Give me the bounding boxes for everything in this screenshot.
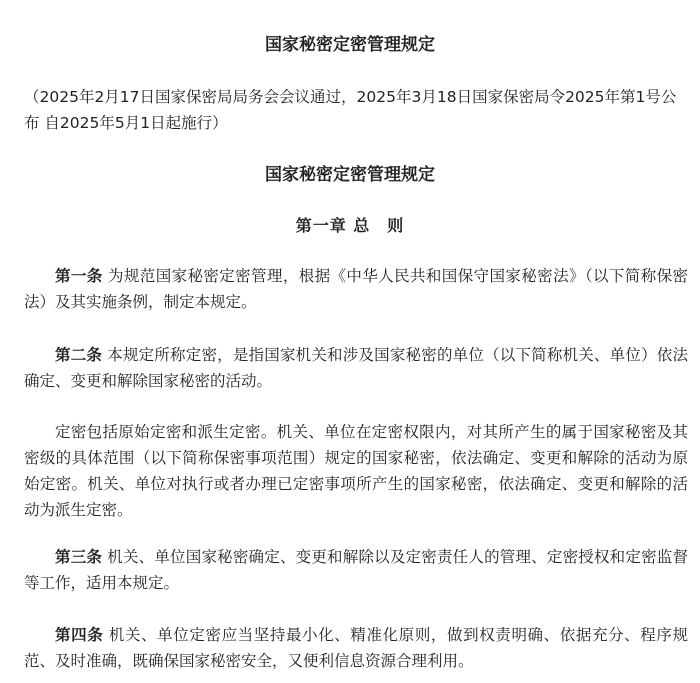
article-text: 本规定所称定密，是指国家机关和涉及国家秘密的单位（以下简称机关、单位）依法确定、变更和解除国家秘密的活动。 [24,346,688,390]
article-number: 第四条 [55,626,104,644]
article-2 [24,342,688,394]
article-text: 为规范国家秘密定密管理，根据《中华人民共和国保守国家秘密法》（以下简称保密法）及其实施条例，制定本规定。 [24,267,688,311]
article-1 [24,263,688,315]
article-number: 第一条 [55,267,103,285]
article-2-paragraph-2 [24,419,688,523]
document-title: 国家秘密定密管理规定 [265,35,435,55]
article-number: 第二条 [55,346,103,364]
article-3 [24,544,688,596]
chapter-heading: 第一章 总 则 [295,216,405,235]
article-text: 机关、单位定密应当坚持最小化、精准化原则，做到权责明确、依据充分、程序规范、及时准确，既确保国家秘密安全，又便利信息资源合理利用。 [24,626,688,670]
article-text: 定密包括原始定密和派生定密。机关、单位在定密权限内，对其所产生的属于国家秘密及其密级的具体范围（以下简称保密事项范围）规定的国家秘密，依法确定、变更和解除的活动为原始定密。机关、单位对执行或者办理已定密事项所产生的国家秘密，依法确定、变更和解除的活动为派生定密。 [24,423,688,519]
document-title-repeat: 国家秘密定密管理规定 [265,165,435,185]
article-4 [24,622,688,674]
article-number: 第三条 [55,548,103,566]
article-text: 机关、单位国家秘密确定、变更和解除以及定密责任人的管理、定密授权和定密监督等工作，适用本规定。 [24,548,688,592]
document-meta: （2025年2月17日国家保密局局务会会议通过，2025年3月18日国家保密局令2025年第1号公布 自2025年5月1日起施行） [24,88,677,132]
